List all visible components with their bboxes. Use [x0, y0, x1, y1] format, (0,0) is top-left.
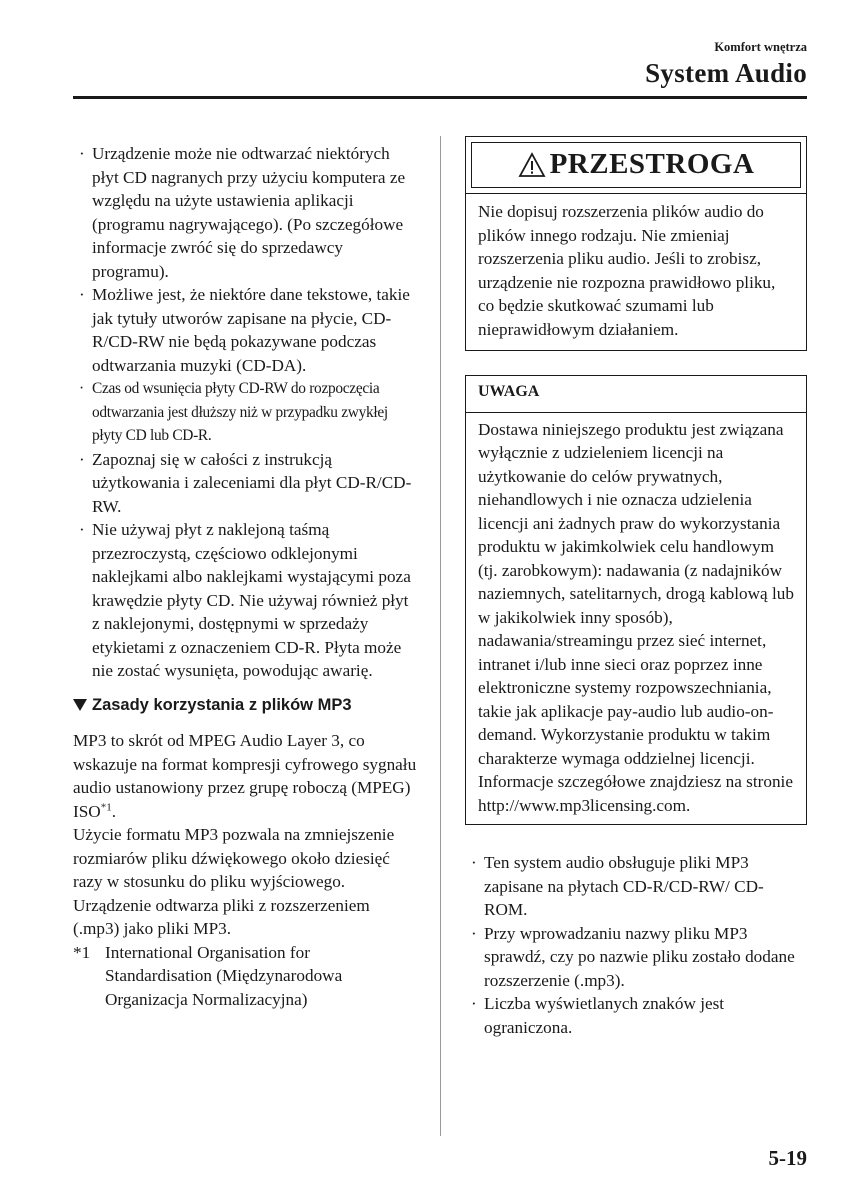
mp3-subheading: Zasady korzystania z plików MP3: [73, 694, 420, 718]
mp3-paragraph-2: Użycie formatu MP3 pozwala na zmniejszenie rozmiarów pliku dźwiękowego około dziesięć razy w stosunku do pliku wyjściowego. Urządzenie odtwarza pliki z rozszerzeniem (.mp3) jako pliki MP3.: [73, 825, 395, 938]
list-item: · Przy wprowadzaniu nazwy pliku MP3 sprawdź, czy po nazwie pliku zostało dodane rozszerzenie (.mp3).: [471, 923, 795, 990]
header-divider: [73, 96, 807, 99]
list-item: · Nie używaj płyt z naklejoną taśmą przezroczystą, częściowo odklejonymi naklejkami albo naklejkami wystającymi poza krawędzie płyty CD. Nie używaj również płyt z naklejonymi, dostępnymi w sprzedaży etykietami z oznaczeniem CD-R. Płyta może nie zostać wysunięta, powodując awarię.: [79, 520, 411, 680]
page-number: 5-19: [768, 1146, 807, 1170]
warning-triangle-icon: [518, 152, 546, 178]
triangle-down-icon: [73, 699, 87, 711]
footnote: *1 International Organisation for Standardisation (Międzynarodowa Organizacja Normalizacyjna): [73, 942, 343, 1009]
list-item: · Ten system audio obsługuje pliki MP3 zapisane na płytach CD-R/CD-RW/ CD-ROM.: [471, 853, 764, 919]
caution-box: [465, 136, 807, 351]
list-item: · Możliwe jest, że niektóre dane tekstowe, takie jak tytuły utworów zapisane na płycie, CD-R/CD-RW nie będą pokazywane podczas odtwarzania muzyki (CD-DA).: [79, 285, 410, 375]
list-item: · Urządzenie może nie odtwarzać niektórych płyt CD nagranych przy użyciu komputera ze względu na użyte ustawienia aplikacji (programu nagrywającego). (Po szczegółowe informacje zwróć się do sprzedawcy programu).: [79, 144, 406, 281]
list-item: · Czas od wsunięcia płyty CD-RW do rozpoczęcia odtwarzania jest dłuższy niż w przypadku zwykłej płyty CD lub CD-R.: [79, 380, 388, 444]
right-column: [465, 136, 807, 1039]
note-text: Dostawa niniejszego produktu jest związana wyłącznie z udzieleniem licencji na użytkowanie do celów prywatnych, niehandlowych i nie oznacza udzielenia licencji ani żadnych praw do wykorzystania produktu w jakimkolwiek celu handlowym (tj. zarobkowym): nadawania (z nadajników naziemnych, satelitarnych, drogą kablową lub w jakikolwiek inny sposób), nadawania/streamingu przez sieć internet, intranet i/lub inne sieci oraz poprzez inne elektroniczne systemy rozpowszechniania, takie jak aplikacje pay-audio lub audio-on-demand. Wykorzystanie produktu w takim charakterze wymaga oddzielnej licencji. Informacje szczegółowe znajdziesz na stronie http://www.mp3licensing.com.: [478, 419, 794, 815]
caution-text: Nie dopisuj rozszerzenia plików audio do plików innego rodzaju. Nie zmieniaj rozszerzenia pliku audio. Jeśli to zrobisz, urządzenie nie rozpozna prawidłowo pliku, co będzie skutkować szumami lub nieprawidłowym działaniem.: [466, 193, 806, 350]
page-title: System Audio: [645, 58, 807, 88]
list-item: · Liczba wyświetlanych znaków jest ograniczona.: [471, 994, 725, 1037]
note-box: [465, 375, 807, 825]
mp3-paragraph: MP3 to skrót od MPEG Audio Layer 3, co wskazuje na format kompresji cyfrowego sygnału audio ustanowiony przez grupę roboczą (MPEG) ISO$^{*1}$.: [73, 731, 417, 821]
column-divider: [440, 136, 441, 1136]
note-header: UWAGA: [466, 376, 806, 413]
caution-header: PRZESTROGA: [471, 142, 801, 188]
left-column: [73, 142, 420, 1011]
section-label: Komfort wnętrza: [714, 40, 807, 54]
list-item: · Zapoznaj się w całości z instrukcją użytkowania i zaleceniami dla płyt CD-R/CD-RW.: [79, 449, 412, 516]
